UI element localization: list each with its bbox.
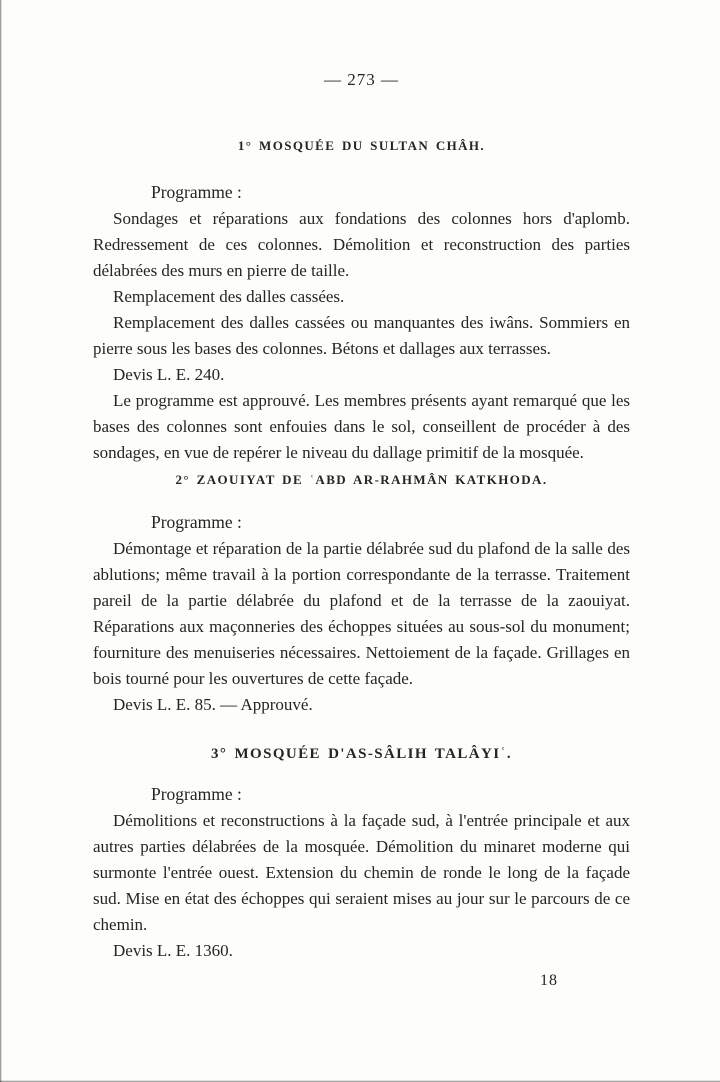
section-3-programme-label: Programme : — [151, 784, 242, 804]
section-3-devis-line: Devis L. E. 1360. — [113, 941, 233, 960]
section-2-paragraph-1: Démontage et réparation de la partie délabrée sud du plafond de la salle des ablutions; même travail à la portion correspondante de la terrasse. Traitement pareil de la partie délabrée du plafond et de la terrasse de la zaouiyat. Réparations aux maçonneries des échoppes situées au sous-sol du monument; fourniture des menuiseries nécessaires. Nettoiement de la façade. Grillages en bois tourné pour les ouvertures de cette façade. — [93, 539, 630, 688]
section-3-heading: 3° MOSQUÉE D'AS-SÂLIH TALÂYIʿ. — [211, 746, 512, 762]
section-3-paragraph-1: Démolitions et reconstructions à la façade sud, à l'entrée principale et aux autres parties délabrées de la mosquée. Démolition du minaret moderne qui surmonte l'entrée ouest. Extension du chemin de ronde le long de la façade sud. Mise en état des échoppes qui seraient mises au jour sur le parcours de ce chemin. — [93, 811, 630, 934]
section-1-paragraph-3: Remplacement des dalles cassées ou manquantes des iwâns. Sommiers en pierre sous les bases des colonnes. Bétons et dallages aux terrasses. — [93, 313, 630, 358]
section-1-heading: 1° MOSQUÉE DU SULTAN CHÂH. — [237, 138, 486, 153]
section-1-paragraph-1: Sondages et réparations aux fondations des colonnes hors d'aplomb. Redressement de ces colonnes. Démolition et reconstruction des parties délabrées des murs en pierre de taille. — [93, 209, 630, 280]
section-mosquee-sultan-chah — [93, 138, 630, 466]
section-2-heading: 2° ZAOUIYAT DE ʿABD AR-RAHMÂN KATKHODA. — [175, 472, 548, 487]
signature-number: 18 — [540, 972, 558, 989]
scan-edge-left — [0, 0, 2, 1082]
section-mosquee-as-salih-talayi — [93, 744, 630, 964]
section-zaouiyat-abd-ar-rahman — [93, 472, 630, 718]
section-2-programme-label: Programme : — [151, 512, 242, 532]
section-1-paragraph-2: Remplacement des dalles cassées. — [113, 287, 345, 306]
page-number: — 273 — — [324, 70, 399, 89]
section-1-approval-paragraph: Le programme est approuvé. Les membres présents ayant remarqué que les bases des colonnes sont enfouies dans le sol, conseillent de procéder à des sondages, en vue de repérer le niveau du dallage primitif de la mosquée. — [93, 391, 630, 462]
section-2-devis-line: Devis L. E. 85. — Approuvé. — [113, 695, 313, 714]
section-1-programme-label: Programme : — [151, 182, 242, 202]
section-1-devis-line: Devis L. E. 240. — [113, 365, 225, 384]
